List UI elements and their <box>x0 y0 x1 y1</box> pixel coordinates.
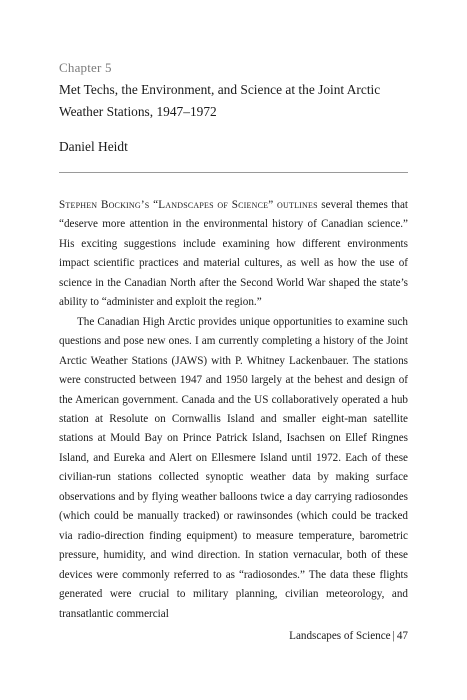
paragraph-1-text: several themes that “deserve more attention in the environmental history of Canadian science.” His exciting suggestions include examining how different environments impact scientific practices and material cultures, as well as how the use of science in the Canadian North after the Second World War shaped the state’s ability to “administer and exploit the region.” <box>59 199 408 309</box>
paragraph-1-lead-in: Stephen Bocking’s “Landscapes of Science” outlines <box>59 199 318 211</box>
divider-rule <box>59 172 408 173</box>
chapter-label: Chapter 5 <box>59 60 112 75</box>
body-text <box>59 196 408 624</box>
chapter-title-line-1: Met Techs, the Environment, and Science at the Joint Arctic <box>59 82 381 97</box>
chapter-title <box>59 79 409 123</box>
footer-separator: | <box>392 630 395 642</box>
page-number: 47 <box>396 630 408 642</box>
running-title: Landscapes of Science <box>289 630 391 642</box>
author-name: Daniel Heidt <box>59 139 128 154</box>
page-footer <box>289 630 408 642</box>
chapter-title-line-2: Weather Stations, 1947–1972 <box>59 104 217 119</box>
paragraph-2: The Canadian High Arctic provides unique opportunities to examine such questions and pose new ones. I am currently completing a history of the Joint Arctic Weather Stations (JAWS) with P. Whitney Lackenbauer. The stations were constructed between 1947 and 1950 largely at the behest and design of the American government. Canada and the US collaboratively operated a hub station at Resolute on Cornwallis Island and smaller eight-man satellite stations at Mould Bay on Prince Patrick Island, Isachsen on Ellef Ringnes Island, and Eureka and Alert on Ellesmere Island until 1972. Each of these civilian-run stations collected synoptic weather data by making surface observations and by flying weather balloons twice a day carrying radiosondes (which could be manually tracked) or rawinsondes (which could be tracked via radio-direction finding equipment) to measure temperature, barometric pressure, humidity, and wind direction. In station vernacular, both of these devices were commonly referred to as “radiosondes.” The data these flights generated were crucial to military planning, civilian meteorology, and transatlantic commercial <box>59 315 408 620</box>
paragraph-1 <box>59 196 408 313</box>
